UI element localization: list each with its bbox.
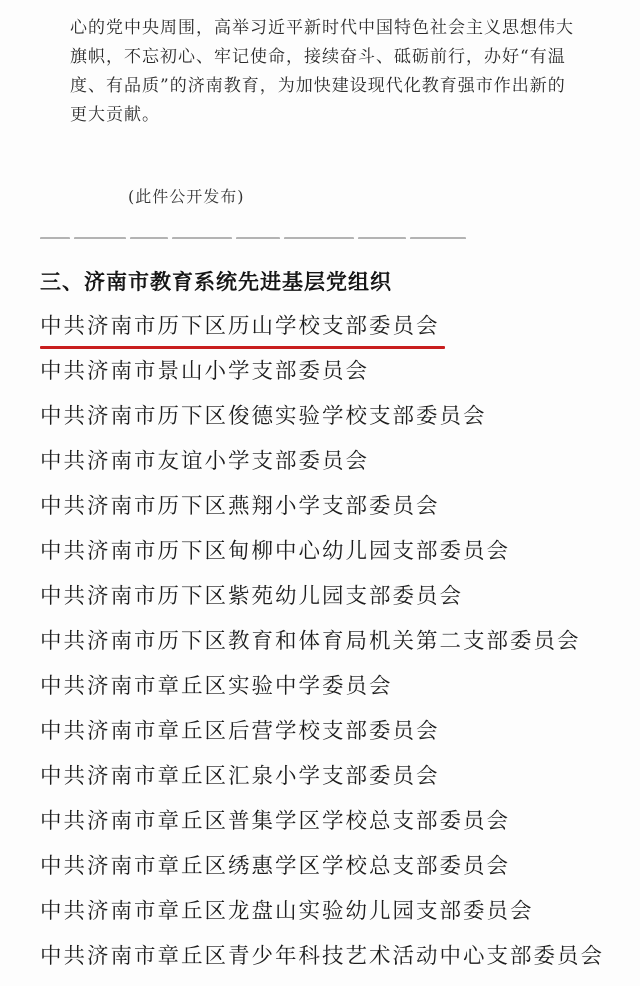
intro-paragraph — [70, 14, 590, 130]
list-item: 中共济南市章丘区后营学校支部委员会 — [40, 719, 440, 744]
intro-line: 度、有品质”的济南教育，为加快建设现代化教育强市作出新的 — [70, 76, 566, 96]
list-item: 中共济南市历下区紫苑幼儿园支部委员会 — [40, 584, 464, 609]
section-heading: 三、济南市教育系统先进基层党组织 — [40, 270, 392, 294]
list-item: 中共济南市历下区俊德实验学校支部委员会 — [40, 404, 487, 429]
list-item: 中共济南市历下区甸柳中心幼儿园支部委员会 — [40, 539, 511, 564]
list-item: 中共济南市章丘区绣惠学区学校总支部委员会 — [40, 854, 511, 879]
list-item: 中共济南市景山小学支部委员会 — [40, 359, 370, 384]
list-item: 中共济南市章丘区实验中学委员会 — [40, 674, 393, 699]
list-item: 中共济南市历下区教育和体育局机关第二支部委员会 — [40, 629, 581, 654]
list-item: 中共济南市历下区燕翔小学支部委员会 — [40, 494, 440, 519]
list-item: 中共济南市友谊小学支部委员会 — [40, 449, 370, 474]
list-item: 中共济南市章丘区龙盘山实验幼儿园支部委员会 — [40, 899, 534, 924]
intro-line: 更大贡献。 — [70, 105, 160, 125]
list-item: 中共济南市章丘区汇泉小学支部委员会 — [40, 764, 440, 789]
intro-line: 心的党中央周围，高举习近平新时代中国特色社会主义思想伟大 — [70, 18, 574, 38]
list-item: 中共济南市章丘区普集学区学校总支部委员会 — [40, 809, 511, 834]
publish-note: (此件公开发布) — [128, 187, 245, 206]
intro-line: 旗帜，不忘初心、牢记使命，接续奋斗、砥砺前行，办好“有温 — [70, 47, 566, 67]
list-item: 中共济南市章丘区青少年科技艺术活动中心支部委员会 — [40, 944, 605, 969]
highlight-underline — [40, 346, 445, 349]
cropped-text-line — [40, 229, 480, 239]
list-item: 中共济南市历下区历山学校支部委员会 — [40, 314, 440, 339]
organization-list — [40, 312, 604, 987]
